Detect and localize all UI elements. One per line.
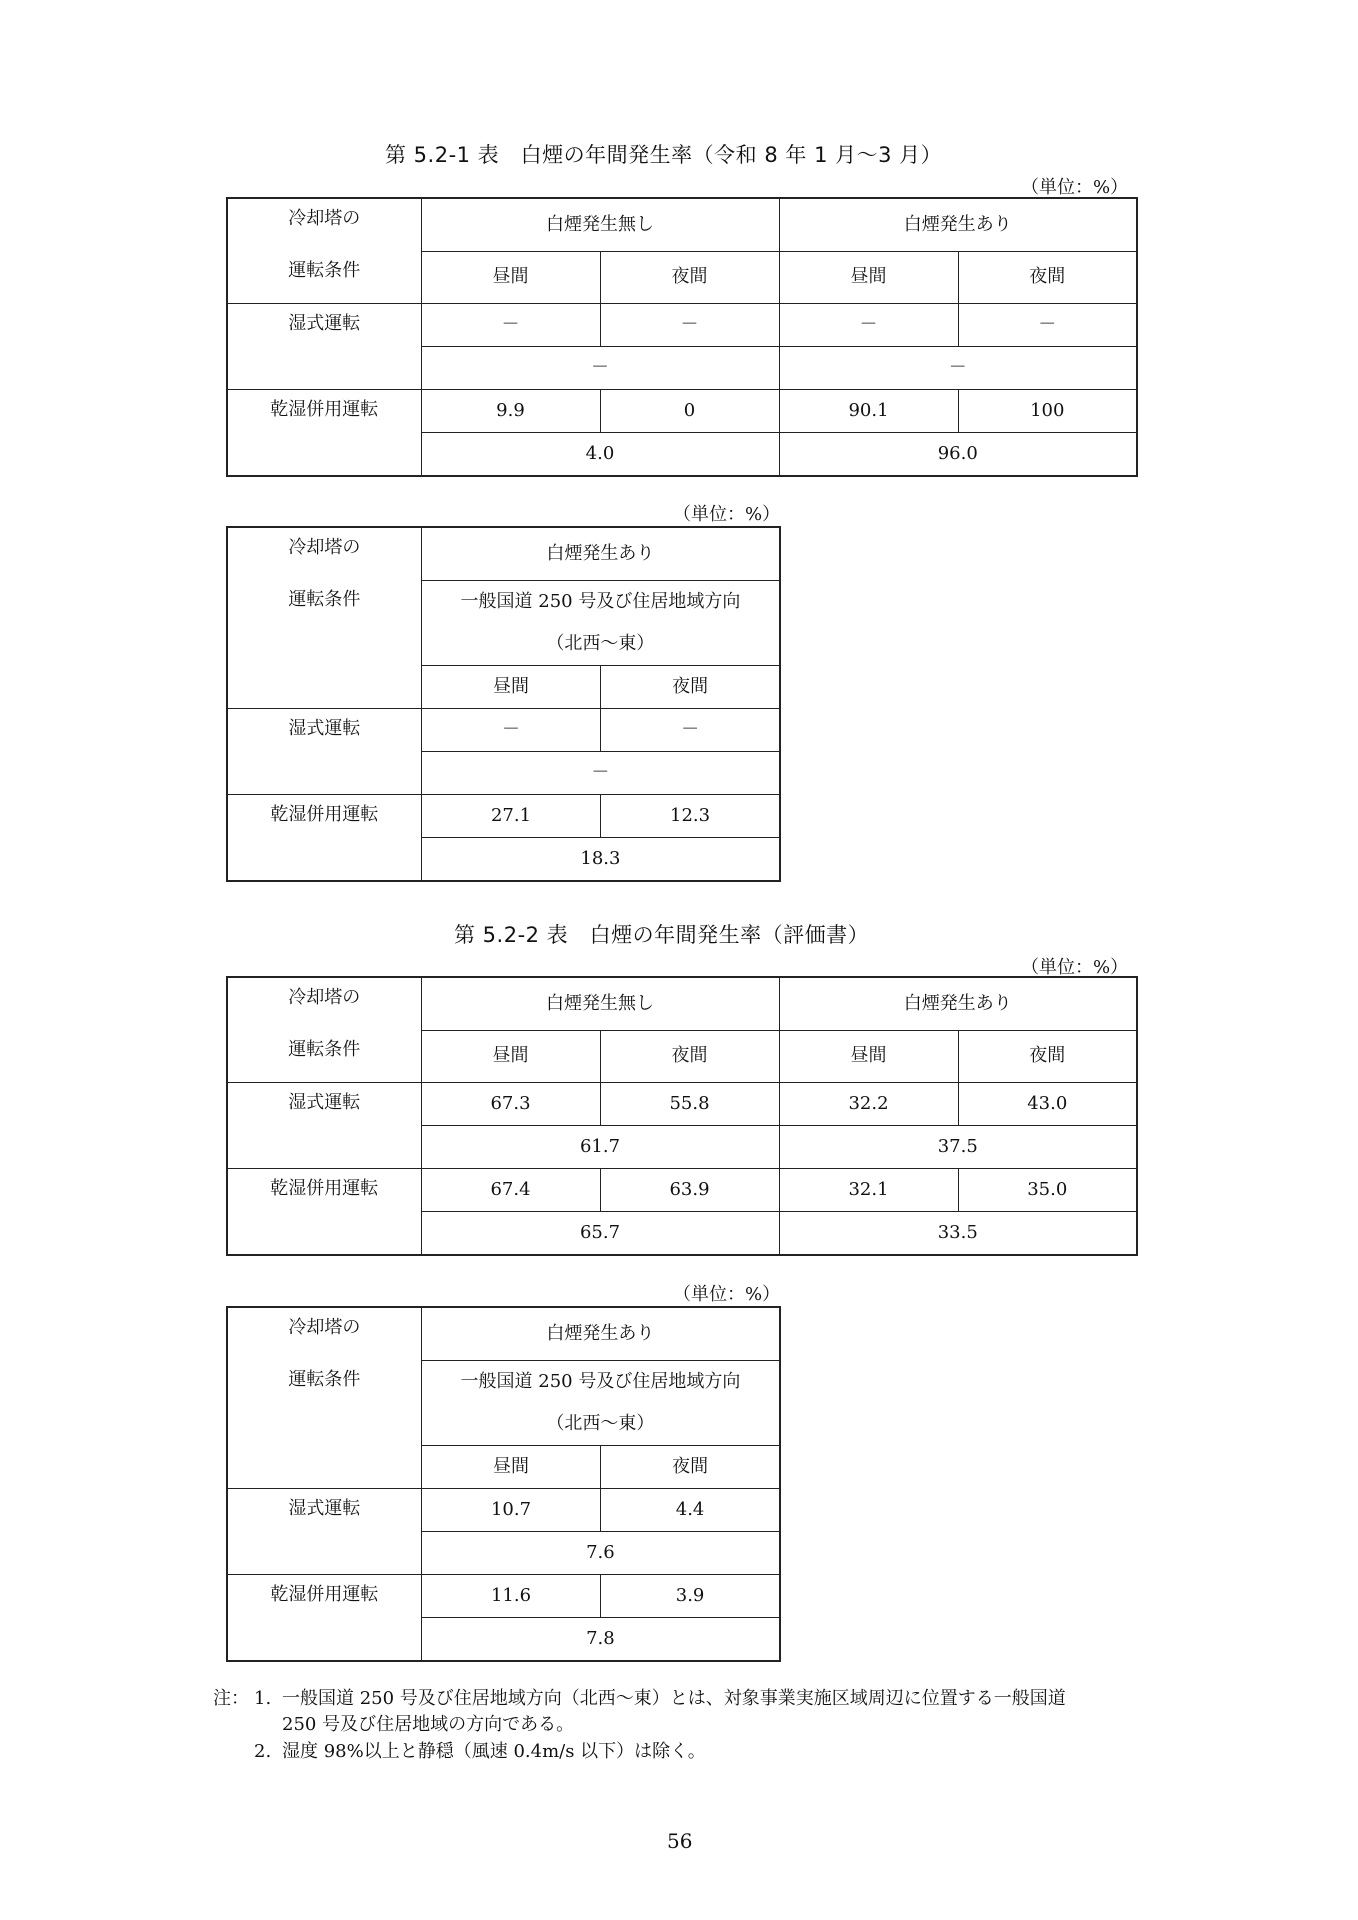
table1-unit: （単位：%） (1021, 177, 1129, 198)
header-group-smoke: 白煙発生あり (421, 1307, 780, 1360)
page-number: 56 (667, 1829, 693, 1853)
cell: － (600, 304, 779, 347)
header-night: 夜間 (601, 1445, 780, 1488)
cell: － (958, 304, 1137, 347)
header-day: 昼間 (421, 1445, 600, 1488)
cell: 10.7 (421, 1488, 600, 1531)
cell: 0 (600, 390, 779, 433)
header-label-line2: 運転条件 (227, 251, 421, 304)
cell: 4.4 (601, 1488, 780, 1531)
row-label-hybrid: 乾湿併用運転 (227, 794, 421, 881)
note-1-line1: 一般国道 250 号及び住居地域方向（北西～東）とは、対象事業実施区域周辺に位置する一般国道 (282, 1688, 1066, 1709)
cell-total: 37.5 (779, 1126, 1137, 1169)
cell: 32.2 (779, 1083, 958, 1126)
header-night: 夜間 (958, 1030, 1137, 1083)
cell: － (779, 304, 958, 347)
cell-total: 18.3 (421, 837, 780, 881)
header-label-line2: 運転条件 (227, 1360, 421, 1488)
table1-caption: 第 5.2-1 表 白煙の年間発生率（令和 8 年 1 月～3 月） (385, 143, 943, 167)
header-group-no-smoke: 白煙発生無し (421, 198, 779, 251)
header-label-line1: 冷却塔の (227, 977, 421, 1030)
header-group-smoke: 白煙発生あり (779, 977, 1137, 1030)
cell: 55.8 (600, 1083, 779, 1126)
cell: － (601, 708, 780, 751)
cell-total: 65.7 (421, 1212, 779, 1256)
table2-unit: （単位：%） (1021, 957, 1129, 978)
note-1-line2: 250 号及び住居地域の方向である。 (282, 1714, 575, 1735)
header-label-line1: 冷却塔の (227, 1307, 421, 1360)
cell: － (421, 304, 600, 347)
row-label-hybrid: 乾湿併用運転 (227, 1169, 421, 1256)
table2b (226, 1306, 781, 1662)
cell-total: 4.0 (421, 433, 779, 477)
table1 (226, 197, 1138, 477)
cell: 32.1 (779, 1169, 958, 1212)
cell-total: 96.0 (779, 433, 1137, 477)
header-label-line2: 運転条件 (227, 580, 421, 708)
header-day: 昼間 (421, 251, 600, 304)
header-group-smoke: 白煙発生あり (421, 527, 780, 580)
table2-caption: 第 5.2-2 表 白煙の年間発生率（評価書） (454, 923, 870, 947)
cell-total: － (779, 347, 1137, 390)
header-label-line1: 冷却塔の (227, 527, 421, 580)
cell: 27.1 (421, 794, 600, 837)
header-day: 昼間 (421, 665, 600, 708)
cell-total: 33.5 (779, 1212, 1137, 1256)
table2 (226, 976, 1138, 1256)
header-night: 夜間 (601, 665, 780, 708)
row-label-wet: 湿式運転 (227, 1488, 421, 1574)
cell: － (421, 708, 600, 751)
header-day: 昼間 (779, 1030, 958, 1083)
note-2-text: 湿度 98%以上と静穏（風速 0.4m/s 以下）は除く。 (282, 1741, 706, 1762)
cell-total: － (421, 751, 780, 794)
row-label-hybrid: 乾湿併用運転 (227, 1574, 421, 1661)
header-direction-line2: （北西～東） (421, 623, 780, 666)
row-label-wet: 湿式運転 (227, 708, 421, 794)
notes-prefix: 注： (213, 1688, 249, 1709)
row-label-hybrid: 乾湿併用運転 (227, 390, 421, 477)
table1b (226, 526, 781, 882)
cell: 67.4 (421, 1169, 600, 1212)
header-day: 昼間 (779, 251, 958, 304)
header-direction-line1: 一般国道 250 号及び住居地域方向 (421, 580, 780, 623)
note-2-number: 2. (254, 1741, 272, 1762)
header-day: 昼間 (421, 1030, 600, 1083)
cell-total: － (421, 347, 779, 390)
cell: 63.9 (600, 1169, 779, 1212)
header-night: 夜間 (600, 251, 779, 304)
header-direction-line1: 一般国道 250 号及び住居地域方向 (421, 1360, 780, 1403)
cell: 12.3 (601, 794, 780, 837)
header-group-no-smoke: 白煙発生無し (421, 977, 779, 1030)
header-direction-line2: （北西～東） (421, 1403, 780, 1446)
cell: 35.0 (958, 1169, 1137, 1212)
header-group-smoke: 白煙発生あり (779, 198, 1137, 251)
row-label-wet: 湿式運転 (227, 1083, 421, 1169)
cell: 43.0 (958, 1083, 1137, 1126)
cell: 9.9 (421, 390, 600, 433)
cell: 11.6 (421, 1574, 600, 1617)
table2b-unit: （単位：%） (673, 1284, 781, 1305)
cell-total: 7.6 (421, 1531, 780, 1574)
cell: 100 (958, 390, 1137, 433)
cell: 90.1 (779, 390, 958, 433)
note-1-number: 1. (254, 1688, 272, 1709)
cell-total: 7.8 (421, 1617, 780, 1661)
header-night: 夜間 (958, 251, 1137, 304)
cell: 3.9 (601, 1574, 780, 1617)
header-label-line2: 運転条件 (227, 1030, 421, 1083)
row-label-wet: 湿式運転 (227, 304, 421, 390)
cell-total: 61.7 (421, 1126, 779, 1169)
cell: 67.3 (421, 1083, 600, 1126)
header-night: 夜間 (600, 1030, 779, 1083)
table1b-unit: （単位：%） (673, 504, 781, 525)
header-label-line1: 冷却塔の (227, 198, 421, 251)
